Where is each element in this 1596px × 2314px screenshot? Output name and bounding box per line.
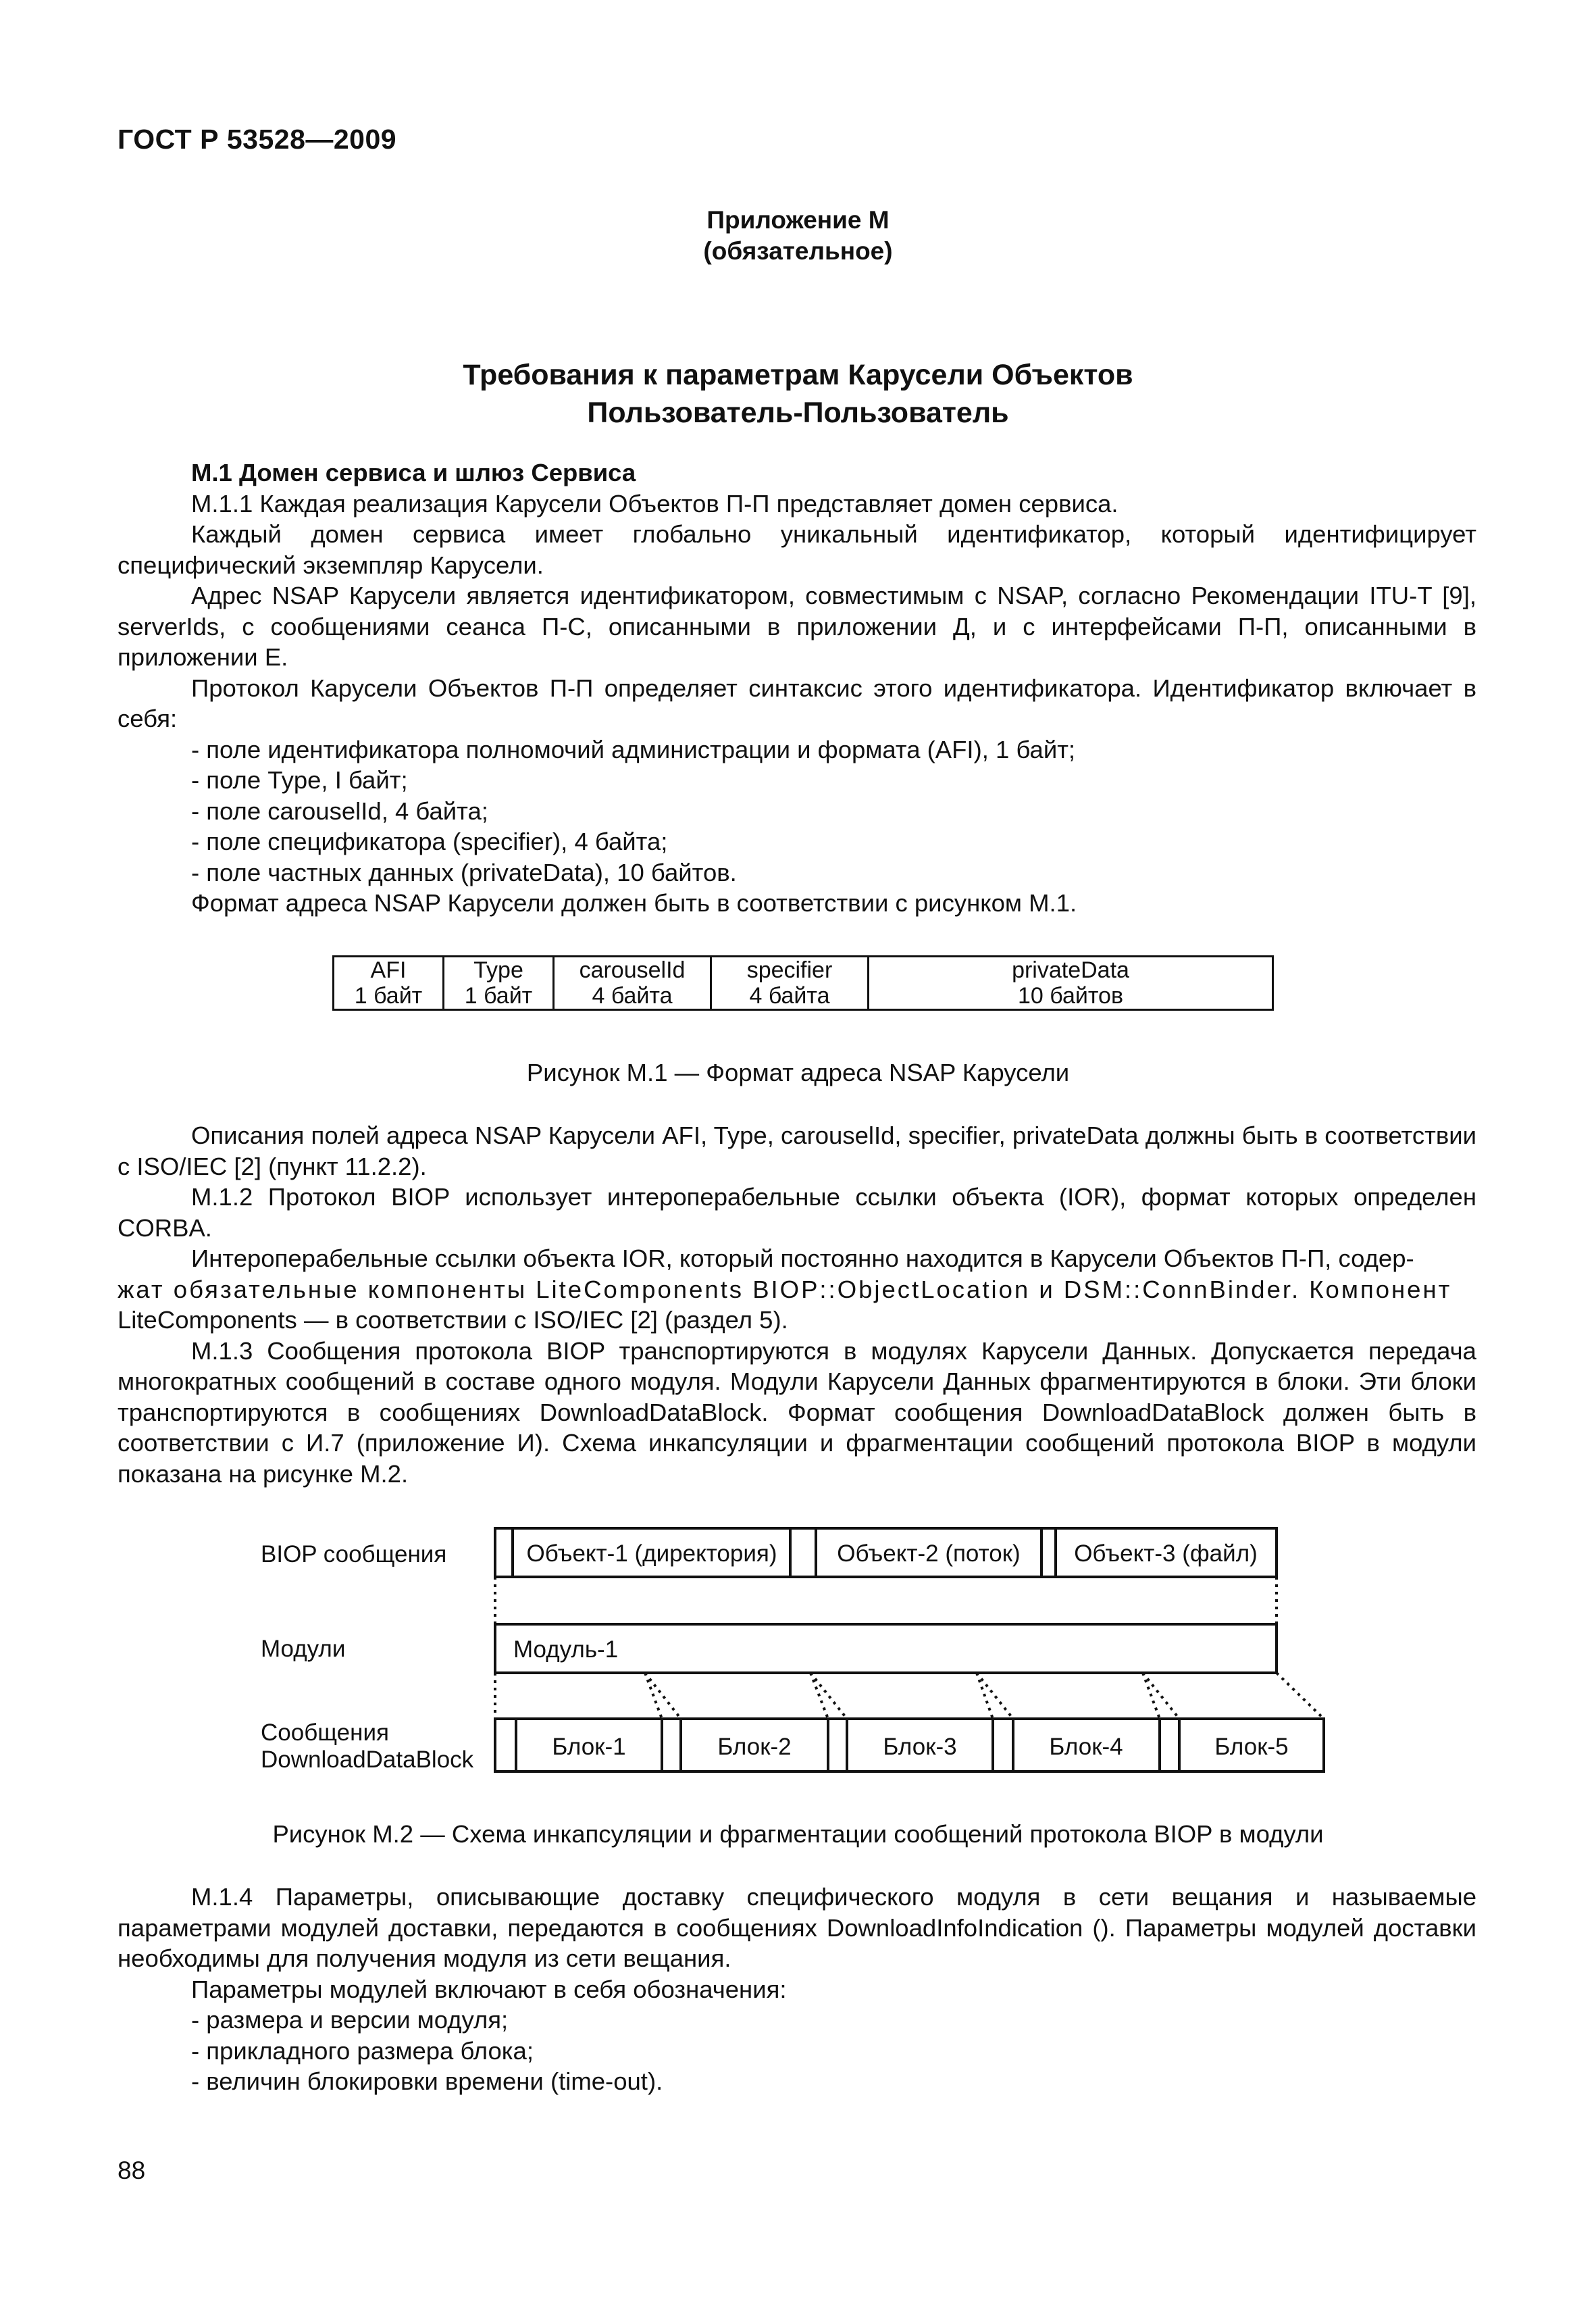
- figure-1-caption: Рисунок М.1 — Формат адреса NSAP Карусели: [526, 1059, 1070, 1086]
- nsap-address-format-table: [332, 955, 1274, 1011]
- block-4-label: Блок-4: [1049, 1734, 1123, 1760]
- paragraph: М.1.4 Параметры, описывающие доставку специфического модуля в сети вещания и называемые параметрами модулей доставки, передаются в сообщениях DownloadInfoIndication (). Параметры модулей доставки необходимы для получения модуля из сети вещания.: [118, 1883, 1476, 1972]
- block-5-label: Блок-5: [1214, 1734, 1289, 1760]
- appendix-title-line-2: Пользователь-Пользователь: [587, 397, 1009, 429]
- field-name: privateData: [1012, 957, 1129, 983]
- field-size: 4 байта: [592, 983, 673, 1009]
- field-cell-type: [444, 957, 554, 1010]
- field-cell-specifier: [711, 957, 869, 1010]
- paragraph: Формат адреса NSAP Карусели должен быть в соответствии с рисунком М.1.: [191, 889, 1077, 917]
- paragraph-line: LiteComponents — в соответствии с ISO/IEC [2] (раздел 5).: [118, 1306, 788, 1334]
- block-2-label: Блок-2: [717, 1734, 792, 1760]
- field-cell-carouselid: [554, 957, 711, 1010]
- field-name: Type: [473, 957, 523, 983]
- field-name: specifier: [746, 957, 833, 983]
- object-1-label: Объект-1 (директория): [526, 1540, 777, 1567]
- paragraph: Адрес NSAP Карусели является идентификатором, совместимым с NSAP, согласно Рекомендации ITU-T [9], serverIds, с сообщениями сеанса П-С, описанными в приложении Д, и с интерфейсами П-П, описанными в приложении Е.: [118, 582, 1476, 671]
- blocks-frame: [495, 1719, 1324, 1771]
- row-label-downloaddatablock-2: DownloadDataBlock: [261, 1746, 474, 1773]
- module-frame: [495, 1624, 1277, 1673]
- paragraph-line: жат обязательные компоненты LiteComponents BIOP::ObjectLocation и DSM::ConnBinder. Компонент: [118, 1275, 1452, 1303]
- list-item: - поле Type, I байт;: [191, 766, 408, 794]
- field-cell-privatedata: [869, 957, 1273, 1010]
- row-label-modules: Модули: [261, 1636, 346, 1662]
- list-item: - прикладного размера блока;: [191, 2036, 534, 2065]
- row-label-biop-messages: BIOP сообщения: [261, 1541, 447, 1567]
- field-size: 4 байта: [749, 983, 830, 1009]
- row-label-downloaddatablock-1: Сообщения: [261, 1719, 389, 1746]
- section-m14-text-block: [118, 1882, 1476, 2097]
- list-item: - поле carouselId, 4 байта;: [191, 797, 488, 825]
- field-name: AFI: [370, 957, 407, 983]
- field-cell-afi: [334, 957, 444, 1010]
- module-label: Модуль-1: [513, 1636, 619, 1663]
- appendix-title-line-1: Требования к параметрам Карусели Объектов: [463, 359, 1133, 391]
- appendix-status: (обязательное): [703, 237, 893, 265]
- section-m1-text-block-2: [118, 1120, 1476, 1489]
- field-size: 10 байтов: [1017, 983, 1124, 1009]
- dotted-connectors: [495, 1577, 1324, 1719]
- object-2-label: Объект-2 (поток): [837, 1540, 1021, 1567]
- list-item: - поле спецификатора (specifier), 4 байта;: [191, 828, 668, 855]
- paragraph: Каждый домен сервиса имеет глобально уникальный идентификатор, который идентифицирует специфический экземпляр Карусели.: [118, 520, 1476, 579]
- figure-2-caption: Рисунок М.2 — Схема инкапсуляции и фрагментации сообщений протокола BIOP в модули: [272, 1820, 1324, 1848]
- paragraph: М.1.2 Протокол BIOP использует интероперабельные ссылки объекта (IOR), формат которых определен CORBA.: [118, 1183, 1476, 1242]
- block-1-label: Блок-1: [552, 1734, 626, 1760]
- field-size: 1 байт: [464, 983, 533, 1009]
- section-m1-text-block: [118, 457, 1476, 919]
- block-3-label: Блок-3: [883, 1734, 957, 1760]
- section-heading: М.1 Домен сервиса и шлюз Сервиса: [191, 459, 636, 486]
- paragraph: Описания полей адреса NSAP Карусели AFI, Type, carouselId, specifier, privateData должны быть в соответствии с ISO/IEC [2] (пункт 11.2.2).: [118, 1122, 1476, 1180]
- paragraph: Интероперабельные ссылки объекта IOR, который постоянно находится в Карусели Объектов П-П, содер-: [191, 1244, 1414, 1272]
- list-item: - поле частных данных (privateData), 10 байтов.: [191, 858, 737, 886]
- list-item: - поле идентификатора полномочий администрации и формата (AFI), 1 байт;: [191, 735, 1076, 763]
- list-item: - величин блокировки времени (time-out).: [191, 2067, 663, 2095]
- appendix-name: Приложение М: [706, 206, 890, 234]
- paragraph: Параметры модулей включают в себя обозначения:: [191, 1975, 787, 2003]
- list-item: - размера и версии модуля;: [191, 2006, 509, 2034]
- page-number: 88: [118, 2157, 146, 2184]
- standard-header: ГОСТ Р 53528—2009: [118, 124, 397, 155]
- field-size: 1 байт: [354, 983, 423, 1009]
- paragraph: М.1.1 Каждая реализация Карусели Объектов П-П представляет домен сервиса.: [191, 489, 1118, 518]
- paragraph: Протокол Карусели Объектов П-П определяет синтаксис этого идентификатора. Идентификатор включает в себя:: [118, 674, 1476, 732]
- object-3-label: Объект-3 (файл): [1074, 1540, 1258, 1567]
- field-name: carouselId: [579, 957, 686, 983]
- biop-messages-frame: [495, 1528, 1277, 1577]
- paragraph: М.1.3 Сообщения протокола BIOP транспортируются в модулях Карусели Данных. Допускается передача многократных сообщений в составе одного модуля. Модули Карусели Данных фрагментируются в блоки. Эти блоки транспортируются в сообщениях DownloadDataBlock. Формат сообщения DownloadDataBlock должен быть в соответствии с И.7 (приложение И). Схема инкапсуляции и фрагментации сообщений протокола BIOP в модули показана на рисунке М.2.: [118, 1336, 1476, 1488]
